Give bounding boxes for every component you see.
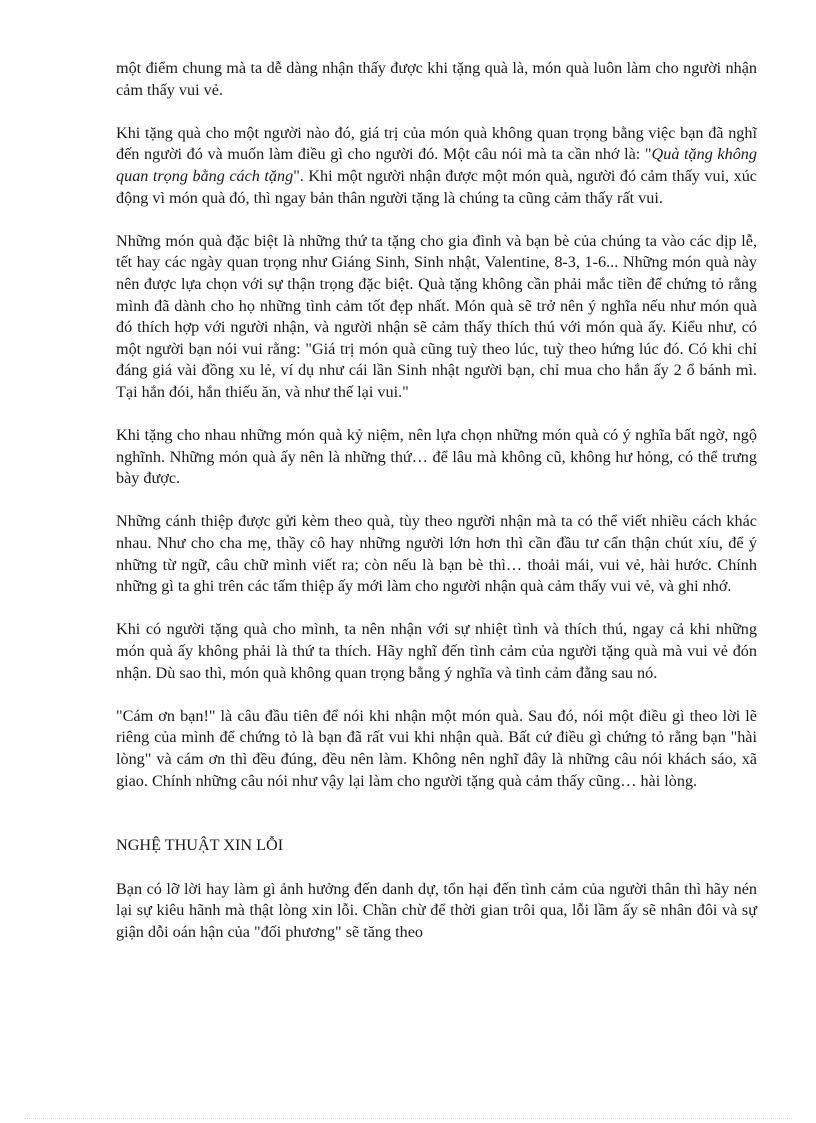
document-body <box>116 58 757 965</box>
paragraph-gift-joy: một điểm chung mà ta dễ dàng nhận thấy được khi tặng quà là, món quà luôn làm cho người nhận cảm thấy vui vẻ. <box>116 59 757 99</box>
paragraph-gift-value <box>116 123 757 209</box>
paragraph-greeting-cards: Những cánh thiệp được gửi kèm theo quà, tùy theo người nhận mà ta có thể viết nhiều cách khác nhau. Như cho cha mẹ, thầy cô hay những người lớn hơn thì cần đầu tư cẩn thận chút xíu, để ý những từ ngữ, câu chữ mình viết ra; còn nếu là bạn bè thì… thoải mái, vui vẻ, hài hước. Chính những gì ta ghi trên các tấm thiệp ấy mới làm cho người nhận quà cảm thấy vui vẻ, và ghi nhớ. <box>116 512 757 596</box>
paragraph-receiving-gifts: Khi có người tặng quà cho mình, ta nên nhận với sự nhiệt tình và thích thú, ngay cả khi những món quà ấy không phải là thứ ta thích. Hãy nghĩ đến tình cảm của người tặng quà mà vui vẻ đón nhận. Dù sao thì, món quà không quan trọng bằng ý nghĩa và tình cảm đằng sau nó. <box>116 620 757 682</box>
page-bottom-divider <box>24 1118 792 1119</box>
paragraph-gift-value-text-before: Khi tặng quà cho một người nào đó, giá trị của món quà không quan trọng bằng việc bạn đã nghĩ đến người đó và muốn làm điều gì cho người đó. Một câu nói mà ta cần nhớ là: " <box>116 123 757 164</box>
paragraph-gift-value-text-after: ". Khi một người nhận được một món quà, người đó cảm thấy vui, xúc động vì món quà đó, thì ngay bản thân người tặng là chúng ta cũng cảm thấy rất vui. <box>116 166 757 207</box>
quote-gift-saying: Quà tặng không quan trọng bằng cách tặng <box>116 145 757 185</box>
paragraph-thank-you: "Cám ơn bạn!" là câu đầu tiên để nói khi nhận một món quà. Sau đó, nói một điều gì theo lời lẽ riêng của mình để chứng tỏ là bạn đã rất vui khi nhận quà. Bất cứ điều gì chứng tỏ rằng bạn "hài lòng" và cám ơn thì đều đúng, đều nên làm. Không nên nghĩ đây là những câu nói khách sáo, xã giao. Chính những câu nói như vậy lại làm cho người tặng quà cảm thấy cũng… hài lòng. <box>116 706 757 790</box>
paragraph-special-gifts: Những món quà đặc biệt là những thứ ta tặng cho gia đình và bạn bè của chúng ta vào các dịp lễ, tết hay các ngày quan trọng như Giáng Sinh, Sinh nhật, Valentine, 8-3, 1-6... Những món quà này nên được lựa chọn với sự thận trọng đặc biệt. Quà tặng không cần phải mắc tiền để chứng tỏ rằng mình đã dành cho họ những tình cảm tốt đẹp nhất. Món quà sẽ trở nên ý nghĩa nếu như món quà đó thích hợp với người nhận, và người nhận sẽ cảm thấy thích thú với món quà ấy. Kiểu như, có một người bạn nói vui rằng: "Giá trị món quà cũng tuỳ theo lúc, tuỳ theo hứng lúc đó. Có khi chỉ đáng giá vài đồng xu lẻ, ví dụ như cái lần Sinh nhật người bạn, chỉ mua cho hắn ấy 2 ổ bánh mì. Tại hắn đói, hắn thiếu ăn, và như thế lại vui." <box>116 231 757 401</box>
paragraph-apology: Bạn có lỡ lời hay làm gì ảnh hưởng đến danh dự, tổn hại đến tình cảm của người thân thì hãy nén lại sự kiêu hãnh mà thật lòng xin lỗi. Chần chừ để thời gian trôi qua, lỗi lầm ấy sẽ nhân đôi và sự giận dỗi oán hận của "đối phương" sẽ tăng theo <box>116 879 757 941</box>
paragraph-souvenir-gifts: Khi tặng cho nhau những món quà kỷ niệm, nên lựa chọn những món quà có ý nghĩa bất ngờ, ngộ nghĩnh. Những món quà ấy nên là những thứ… để lâu mà không cũ, không hư hỏng, có thể trưng bày được. <box>116 426 757 488</box>
section-heading-apology: NGHỆ THUẬT XIN LỖI <box>116 836 284 855</box>
